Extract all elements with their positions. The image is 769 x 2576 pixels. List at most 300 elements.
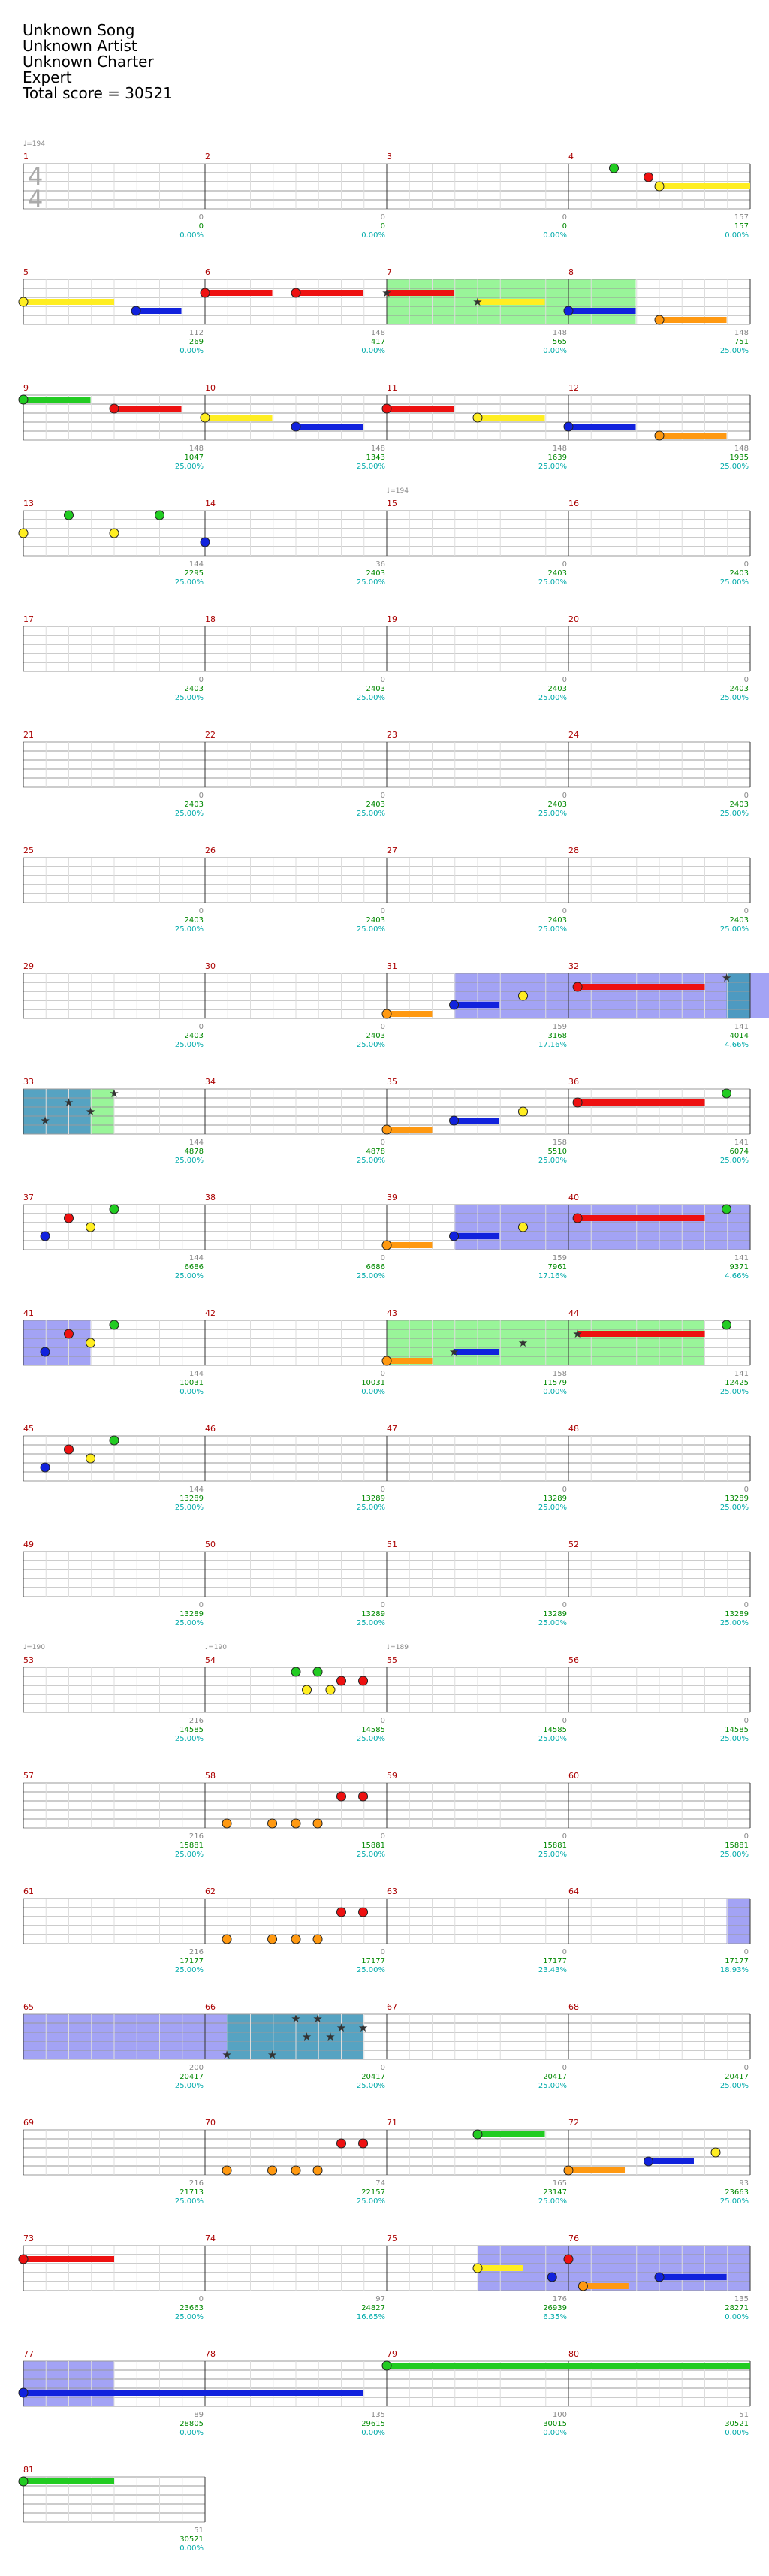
measure-51 xyxy=(387,1552,568,1597)
measure-18 xyxy=(205,626,387,671)
sustain-tail xyxy=(23,397,91,403)
measure-note-score: 135 xyxy=(370,2411,385,2419)
measure-number: 58 xyxy=(205,1771,216,1781)
multiplier-percent: 25.00% xyxy=(538,1504,567,1512)
measure-number: 76 xyxy=(568,2234,579,2243)
measure-number: 50 xyxy=(205,1540,216,1549)
star-note: ★ xyxy=(85,1105,96,1118)
measure-note-score: 0 xyxy=(562,1948,567,1956)
cumulative-score: 2403 xyxy=(729,569,749,578)
multiplier-percent: 25.00% xyxy=(538,2082,567,2090)
multiplier-percent: 0.00% xyxy=(543,1388,567,1396)
multiplier-percent: 25.00% xyxy=(174,2082,204,2090)
cumulative-score: 2403 xyxy=(366,801,385,809)
note-blue xyxy=(450,1232,459,1241)
measure-number: 74 xyxy=(205,2234,216,2243)
measure-30 xyxy=(205,973,387,1018)
measure-number: 70 xyxy=(205,2118,216,2128)
multiplier-percent: 0.00% xyxy=(725,231,749,240)
measure-number: 42 xyxy=(205,1308,216,1318)
measure-note-score: 0 xyxy=(380,1139,385,1147)
measure-note-score: 159 xyxy=(552,1254,567,1262)
note-green xyxy=(313,1667,322,1676)
sustain-tail xyxy=(659,2274,727,2280)
measure-number: 17 xyxy=(23,614,34,624)
multiplier-percent: 25.00% xyxy=(356,1272,385,1280)
multiplier-percent: 4.66% xyxy=(725,1041,749,1049)
note-red xyxy=(337,1676,346,1685)
sustain-tail xyxy=(23,2390,363,2396)
note-blue xyxy=(655,2273,664,2282)
cumulative-score: 0 xyxy=(562,222,567,231)
measure-52 xyxy=(568,1552,750,1597)
cumulative-score: 4878 xyxy=(366,1148,385,1156)
solo-section xyxy=(454,1205,750,1250)
measure-note-score: 93 xyxy=(739,2179,749,2188)
measure-28 xyxy=(568,858,750,903)
measure-note-score: 0 xyxy=(562,676,567,684)
measure-number: 78 xyxy=(205,2349,216,2359)
cumulative-score: 3168 xyxy=(547,1032,567,1040)
multiplier-percent: 25.00% xyxy=(538,2197,567,2206)
song-charter: Unknown Charter xyxy=(23,53,154,71)
multiplier-percent: 25.00% xyxy=(538,1735,567,1743)
measure-20 xyxy=(568,626,750,671)
measure-note-score: 0 xyxy=(743,2064,749,2072)
measure-number: 41 xyxy=(23,1308,34,1318)
note-blue xyxy=(41,1463,50,1472)
measure-note-score: 0 xyxy=(380,1832,385,1841)
measure-34 xyxy=(205,1089,387,1134)
measure-note-score: 216 xyxy=(188,1717,204,1725)
multiplier-percent: 25.00% xyxy=(538,578,567,587)
star-note: ★ xyxy=(325,2030,336,2044)
measure-46 xyxy=(205,1436,387,1481)
note-red xyxy=(573,982,582,991)
star-note: ★ xyxy=(291,2012,301,2026)
note-orange xyxy=(291,1819,300,1828)
sustain-tail xyxy=(583,2283,629,2289)
note-yellow xyxy=(711,2148,720,2157)
measure-69 xyxy=(23,2130,205,2175)
cumulative-score: 1047 xyxy=(184,454,204,462)
multiplier-percent: 0.00% xyxy=(179,347,204,355)
measure-note-score: 0 xyxy=(198,213,204,222)
multiplier-percent: 25.00% xyxy=(356,1619,385,1627)
measure-note-score: 216 xyxy=(188,1832,204,1841)
cumulative-score: 20417 xyxy=(179,2073,204,2081)
cumulative-score: 751 xyxy=(734,338,749,346)
multiplier-percent: 25.00% xyxy=(356,1851,385,1859)
multiplier-percent: 25.00% xyxy=(719,810,749,818)
measure-number: 4 xyxy=(568,152,574,161)
measure-number: 40 xyxy=(568,1193,579,1202)
cumulative-score: 17177 xyxy=(543,1957,567,1965)
note-orange xyxy=(291,2166,300,2175)
total-score: Total score = 30521 xyxy=(23,84,173,102)
measure-57 xyxy=(23,1783,205,1828)
measure-29 xyxy=(23,973,205,1018)
tempo-marker: ♩=194 xyxy=(387,487,409,495)
cumulative-score: 30015 xyxy=(543,2420,567,2428)
measure-note-score: 148 xyxy=(552,329,567,337)
sustain-tail xyxy=(23,2256,114,2262)
measure-note-score: 144 xyxy=(188,1254,204,1262)
multiplier-percent: 0.00% xyxy=(361,347,385,355)
star-note: ★ xyxy=(357,2021,369,2035)
measure-note-score: 176 xyxy=(552,2295,567,2303)
measure-number: 52 xyxy=(568,1540,579,1549)
note-red xyxy=(110,404,119,413)
measure-23 xyxy=(387,742,568,787)
cumulative-score: 28805 xyxy=(179,2420,204,2428)
note-orange xyxy=(382,1009,391,1018)
cumulative-score: 2403 xyxy=(184,1032,204,1040)
measure-24 xyxy=(568,742,750,787)
measure-number: 8 xyxy=(568,267,574,277)
measure-note-score: 0 xyxy=(743,907,749,915)
measure-note-score: 0 xyxy=(380,907,385,915)
multiplier-percent: 25.00% xyxy=(719,463,749,471)
measure-note-score: 144 xyxy=(188,1486,204,1494)
multiplier-percent: 25.00% xyxy=(174,1157,204,1165)
note-yellow xyxy=(326,1685,335,1694)
cumulative-score: 24827 xyxy=(361,2304,385,2312)
note-yellow xyxy=(473,413,482,422)
measure-22 xyxy=(205,742,387,787)
star-note: ★ xyxy=(472,295,483,309)
multiplier-percent: 25.00% xyxy=(174,1272,204,1280)
cumulative-score: 29615 xyxy=(361,2420,385,2428)
measure-number: 19 xyxy=(387,614,397,624)
cumulative-score: 13289 xyxy=(725,1610,749,1618)
multiplier-percent: 6.35% xyxy=(543,2313,567,2321)
measure-number: 51 xyxy=(387,1540,397,1549)
measure-note-score: 0 xyxy=(743,792,749,800)
measure-number: 28 xyxy=(568,846,579,855)
measure-21 xyxy=(23,742,205,787)
measure-number: 31 xyxy=(387,961,397,971)
measure-63 xyxy=(387,1899,568,1944)
measure-note-score: 0 xyxy=(743,1717,749,1725)
measure-note-score: 0 xyxy=(562,1717,567,1725)
star-note: ★ xyxy=(222,2048,232,2062)
multiplier-percent: 17.16% xyxy=(538,1041,567,1049)
note-blue xyxy=(564,422,573,431)
star-note: ★ xyxy=(312,2012,323,2026)
measure-number: 43 xyxy=(387,1308,397,1318)
multiplier-percent: 25.00% xyxy=(719,925,749,934)
measure-number: 12 xyxy=(568,383,579,393)
note-orange xyxy=(382,1125,391,1134)
measure-note-score: 157 xyxy=(734,213,749,222)
cumulative-score: 10031 xyxy=(361,1379,385,1387)
note-orange xyxy=(655,315,664,324)
cumulative-score: 0 xyxy=(198,222,204,231)
measure-note-score: 36 xyxy=(375,560,385,569)
cumulative-score: 2403 xyxy=(729,685,749,693)
measure-19 xyxy=(387,626,568,671)
measure-note-score: 74 xyxy=(375,2179,385,2188)
measure-number: 9 xyxy=(23,383,29,393)
sustain-tail xyxy=(478,299,545,305)
note-orange xyxy=(655,431,664,440)
note-red xyxy=(201,288,210,297)
cumulative-score: 15881 xyxy=(543,1842,567,1850)
multiplier-percent: 25.00% xyxy=(356,2197,385,2206)
measure-note-score: 0 xyxy=(198,2295,204,2303)
sustain-tail xyxy=(387,1127,433,1133)
multiplier-percent: 0.00% xyxy=(361,231,385,240)
sustain-tail xyxy=(23,2478,114,2484)
cumulative-score: 2295 xyxy=(184,569,204,578)
measure-note-score: 0 xyxy=(198,676,204,684)
sustain-tail xyxy=(478,415,545,421)
multiplier-percent: 25.00% xyxy=(538,694,567,702)
measure-note-score: 0 xyxy=(380,1023,385,1031)
multiplier-percent: 25.00% xyxy=(174,1619,204,1627)
note-yellow xyxy=(19,529,28,538)
multiplier-percent: 25.00% xyxy=(356,463,385,471)
sustain-tail xyxy=(578,1331,704,1337)
sustain-tail xyxy=(387,2363,750,2369)
measure-25 xyxy=(23,858,205,903)
measure-number: 55 xyxy=(387,1655,397,1665)
note-orange xyxy=(313,1819,322,1828)
note-blue xyxy=(291,422,300,431)
measure-note-score: 0 xyxy=(743,1832,749,1841)
note-orange xyxy=(291,1935,300,1944)
note-yellow xyxy=(519,1107,528,1116)
measure-note-score: 144 xyxy=(188,560,204,569)
measure-note-score: 0 xyxy=(380,1370,385,1378)
multiplier-percent: 25.00% xyxy=(538,925,567,934)
measure-note-score: 135 xyxy=(734,2295,749,2303)
measure-note-score: 0 xyxy=(380,676,385,684)
sustain-tail xyxy=(387,1011,433,1017)
star-note: ★ xyxy=(109,1087,119,1100)
measure-note-score: 148 xyxy=(734,445,749,453)
note-red xyxy=(564,2255,573,2264)
note-orange xyxy=(268,1819,277,1828)
note-green xyxy=(110,1320,119,1329)
note-yellow xyxy=(519,1223,528,1232)
cumulative-score: 2403 xyxy=(547,916,567,925)
note-blue xyxy=(201,538,210,547)
cumulative-score: 12425 xyxy=(725,1379,749,1387)
measure-number: 20 xyxy=(568,614,579,624)
measure-16 xyxy=(568,511,750,556)
star-note: ★ xyxy=(517,1336,529,1350)
sustain-tail xyxy=(578,984,704,990)
measure-note-score: 0 xyxy=(380,1486,385,1494)
measure-number: 45 xyxy=(23,1424,34,1434)
measure-number: 27 xyxy=(387,846,397,855)
multiplier-percent: 25.00% xyxy=(719,2082,749,2090)
cumulative-score: 30521 xyxy=(725,2420,749,2428)
song-title: Unknown Song xyxy=(23,21,135,39)
sustain-tail xyxy=(578,1215,704,1221)
note-orange xyxy=(222,1819,231,1828)
multiplier-percent: 25.00% xyxy=(356,810,385,818)
sustain-tail xyxy=(568,308,636,314)
cumulative-score: 11579 xyxy=(543,1379,567,1387)
sustain-tail xyxy=(568,424,636,430)
measure-number: 18 xyxy=(205,614,216,624)
multiplier-percent: 25.00% xyxy=(356,1966,385,1974)
multiplier-percent: 25.00% xyxy=(356,925,385,934)
measure-note-score: 0 xyxy=(743,1601,749,1609)
multiplier-percent: 25.00% xyxy=(356,2082,385,2090)
note-blue xyxy=(564,306,573,315)
measure-note-score: 200 xyxy=(188,2064,204,2072)
multiplier-percent: 25.00% xyxy=(174,2197,204,2206)
note-red xyxy=(337,2139,346,2148)
difficulty-label: Expert xyxy=(23,68,72,86)
note-red xyxy=(337,1908,346,1917)
cumulative-score: 4878 xyxy=(184,1148,204,1156)
cumulative-score: 157 xyxy=(734,222,749,231)
sustain-tail xyxy=(296,290,363,296)
measure-64 xyxy=(568,1899,750,1944)
measure-60 xyxy=(568,1783,750,1828)
note-blue xyxy=(41,1232,50,1241)
cumulative-score: 15881 xyxy=(361,1842,385,1850)
tempo-marker: ♩=190 xyxy=(23,1644,45,1651)
cumulative-score: 28271 xyxy=(725,2304,749,2312)
note-blue xyxy=(644,2157,653,2166)
note-green xyxy=(722,1089,731,1098)
measure-note-score: 216 xyxy=(188,2179,204,2188)
cumulative-score: 0 xyxy=(380,222,385,231)
multiplier-percent: 25.00% xyxy=(174,1851,204,1859)
note-yellow xyxy=(19,297,28,306)
solo-section xyxy=(23,2014,227,2059)
cumulative-score: 13289 xyxy=(543,1610,567,1618)
multiplier-percent: 25.00% xyxy=(538,1157,567,1165)
multiplier-percent: 25.00% xyxy=(719,1388,749,1396)
measure-note-score: 97 xyxy=(375,2295,385,2303)
measure-number: 16 xyxy=(568,499,579,508)
sustain-tail xyxy=(205,290,273,296)
note-green xyxy=(19,2477,28,2486)
cumulative-score: 13289 xyxy=(361,1495,385,1503)
multiplier-percent: 25.00% xyxy=(356,1504,385,1512)
sustain-tail xyxy=(478,2265,523,2271)
measure-number: 59 xyxy=(387,1771,397,1781)
cumulative-score: 13289 xyxy=(361,1610,385,1618)
measure-number: 14 xyxy=(205,499,216,508)
measure-note-score: 100 xyxy=(552,2411,567,2419)
sustain-tail xyxy=(454,1233,500,1239)
note-green xyxy=(610,164,619,173)
time-signature-denominator: 4 xyxy=(28,185,44,213)
measure-note-score: 158 xyxy=(552,1139,567,1147)
measure-note-score: 89 xyxy=(194,2411,204,2419)
cumulative-score: 2403 xyxy=(184,801,204,809)
measure-note-score: 148 xyxy=(188,445,204,453)
cumulative-score: 20417 xyxy=(361,2073,385,2081)
star-note: ★ xyxy=(301,2030,312,2044)
measure-note-score: 158 xyxy=(552,1370,567,1378)
measure-note-score: 159 xyxy=(552,1023,567,1031)
measure-note-score: 0 xyxy=(562,560,567,569)
measure-67 xyxy=(387,2014,568,2059)
measure-15 xyxy=(387,511,568,556)
note-orange xyxy=(268,1935,277,1944)
note-red xyxy=(644,173,653,182)
sustain-tail xyxy=(454,1118,500,1124)
cumulative-score: 4014 xyxy=(729,1032,749,1040)
measure-note-score: 0 xyxy=(562,1832,567,1841)
sustain-tail xyxy=(454,1002,500,1008)
multiplier-percent: 16.65% xyxy=(356,2313,385,2321)
cumulative-score: 17177 xyxy=(179,1957,204,1965)
measure-number: 32 xyxy=(568,961,579,971)
measure-number: 47 xyxy=(387,1424,397,1434)
note-red xyxy=(359,1908,368,1917)
cumulative-score: 13289 xyxy=(179,1495,204,1503)
measure-73 xyxy=(23,2246,205,2291)
measure-note-score: 0 xyxy=(380,1717,385,1725)
measure-note-score: 0 xyxy=(198,907,204,915)
note-yellow xyxy=(86,1223,95,1232)
cumulative-score: 30521 xyxy=(179,2535,204,2544)
note-blue xyxy=(450,1000,459,1009)
measure-note-score: 148 xyxy=(370,445,385,453)
multiplier-percent: 25.00% xyxy=(174,810,204,818)
measure-17 xyxy=(23,626,205,671)
measure-59 xyxy=(387,1783,568,1828)
measure-number: 2 xyxy=(205,152,210,161)
note-yellow xyxy=(473,2264,482,2273)
multiplier-percent: 25.00% xyxy=(174,694,204,702)
measure-number: 7 xyxy=(387,267,392,277)
note-yellow xyxy=(110,529,119,538)
measure-note-score: 141 xyxy=(734,1139,749,1147)
sustain-tail xyxy=(478,2131,545,2137)
measure-number: 38 xyxy=(205,1193,216,1202)
star-note: ★ xyxy=(448,1345,460,1359)
cumulative-score: 7961 xyxy=(547,1263,567,1271)
measure-number: 6 xyxy=(205,267,210,277)
measure-note-score: 0 xyxy=(743,676,749,684)
note-red xyxy=(337,1792,346,1801)
measure-61 xyxy=(23,1899,205,1944)
note-red xyxy=(573,1098,582,1107)
measure-number: 61 xyxy=(23,1887,34,1896)
measure-note-score: 0 xyxy=(198,792,204,800)
tempo-marker: ♩=190 xyxy=(205,1644,227,1651)
multiplier-percent: 0.00% xyxy=(179,2544,204,2553)
note-blue xyxy=(131,306,140,315)
cumulative-score: 1935 xyxy=(729,454,749,462)
measure-number: 63 xyxy=(387,1887,397,1896)
measure-number: 77 xyxy=(23,2349,34,2359)
measure-note-score: 0 xyxy=(380,1948,385,1956)
measure-26 xyxy=(205,858,387,903)
multiplier-percent: 25.00% xyxy=(174,578,204,587)
note-red xyxy=(19,2255,28,2264)
cumulative-score: 1639 xyxy=(547,454,567,462)
measure-note-score: 216 xyxy=(188,1948,204,1956)
sustain-tail xyxy=(387,290,454,296)
note-yellow xyxy=(201,413,210,422)
cumulative-score: 13289 xyxy=(543,1495,567,1503)
cumulative-score: 2403 xyxy=(366,569,385,578)
cumulative-score: 26939 xyxy=(543,2304,567,2312)
solo-section xyxy=(727,1899,750,1944)
